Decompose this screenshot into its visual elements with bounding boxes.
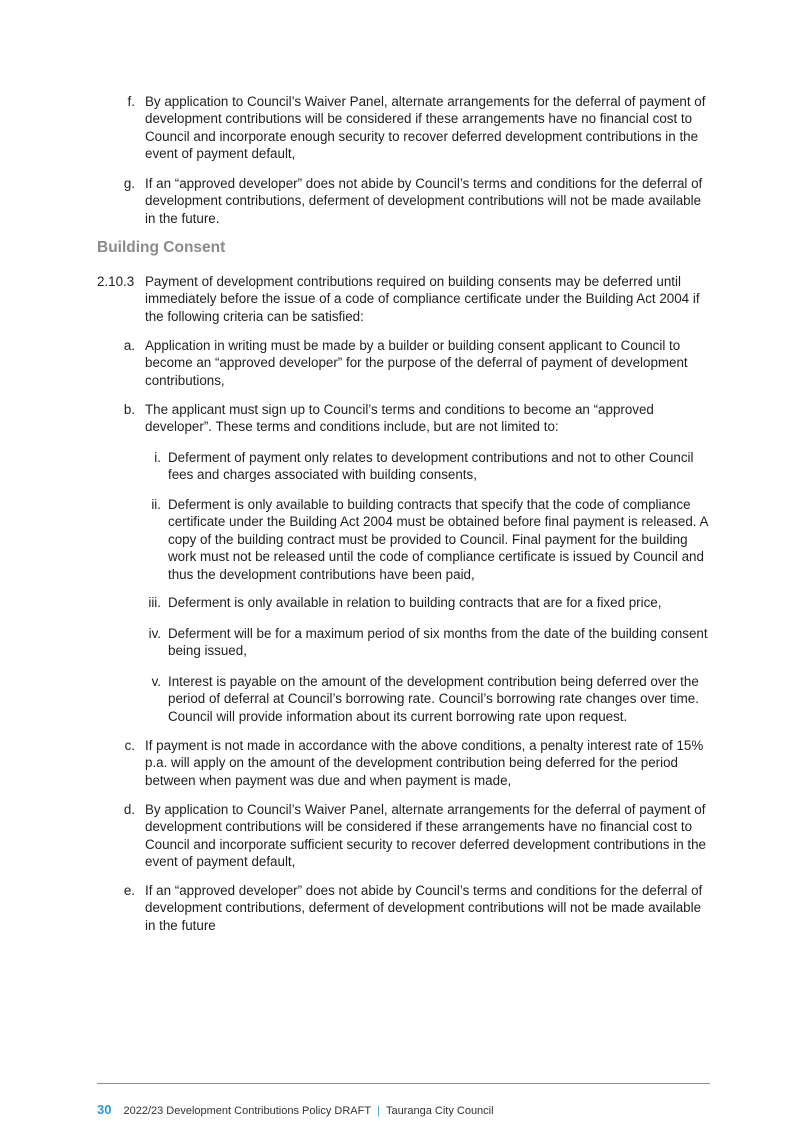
sub-text: Deferment of payment only relates to development contributions and not to other Council fees and charges associated with building consents, xyxy=(168,450,694,483)
footer-divider xyxy=(97,1083,710,1084)
sub-text: Deferment is only available to building contracts that specify that the code of compliance certificate under the Building Act 2004 must be obtained before final payment is released. A copy of the building contract must be provided to Council. Final payment for the building work must not be released until the code of compliance certificate is issued by Council and thus the development contributions have been paid, xyxy=(168,497,708,582)
footer-document-title: 2022/23 Development Contributions Policy DRAFT xyxy=(123,1105,372,1117)
list-marker: c. xyxy=(124,738,135,753)
list-text: The applicant must sign up to Council’s terms and conditions to become an “approved developer”. These terms and conditions include, but are not limited to: xyxy=(145,402,654,435)
list-marker: g. xyxy=(123,176,135,191)
sub-text: Interest is payable on the amount of the development contribution being deferred over the period of deferral at Council’s borrowing rate. Council’s borrowing rate changes over time. Council will provide information about its current borrowing rate upon request. xyxy=(168,674,699,724)
list-marker: e. xyxy=(123,883,135,898)
footer-organisation: Tauranga City Council xyxy=(385,1105,494,1117)
section-heading: Building Consent xyxy=(97,239,226,256)
sub-marker: v. xyxy=(151,674,161,689)
page-footer xyxy=(97,1103,494,1118)
sub-text: Deferment is only available in relation to building contracts that are for a fixed price, xyxy=(168,595,662,610)
list-text: Application in writing must be made by a builder or building consent applicant to Council to become an “approved developer” for the purpose of the deferral of payment of development contributions, xyxy=(145,338,688,388)
list-text: If an “approved developer” does not abide by Council’s terms and conditions for the deferral of development contributions, deferment of development contributions will not be made available in the future. xyxy=(145,176,703,226)
footer-separator: | xyxy=(377,1105,380,1117)
sub-marker: ii. xyxy=(151,497,161,512)
list-text: By application to Council’s Waiver Panel, alternate arrangements for the deferral of payment of development contributions will be considered if these arrangements have no financial cost to Council and incorporate sufficient security to recover deferred development contributions in the event of payment default, xyxy=(145,802,706,870)
sub-marker: iii. xyxy=(148,595,161,610)
list-marker: d. xyxy=(123,802,135,817)
list-text: By application to Council’s Waiver Panel, alternate arrangements for the deferral of payment of development contributions will be considered if these arrangements have no financial cost to Council and incorporate enough security to recover deferred development contributions in the event of payment default, xyxy=(145,94,706,162)
page-number: 30 xyxy=(97,1102,112,1117)
clause-text: Payment of development contributions required on building consents may be deferred until immediately before the issue of a code of compliance certificate under the Building Act 2004 if the following criteria can be satisfied: xyxy=(145,274,700,324)
clause-number: 2.10.3 xyxy=(97,274,135,289)
list-marker: a. xyxy=(123,338,135,353)
list-marker: b. xyxy=(123,402,135,417)
sub-marker: i. xyxy=(154,450,161,465)
list-text: If payment is not made in accordance with the above conditions, a penalty interest rate of 15% p.a. will apply on the amount of the development contribution being deferred for the period between when payment was due and when payment is made, xyxy=(145,738,704,788)
list-text: If an “approved developer” does not abide by Council’s terms and conditions for the deferral of development contributions, deferment of development contributions will not be made available in the future xyxy=(145,883,703,933)
sub-text: Deferment will be for a maximum period of six months from the date of the building consent being issued, xyxy=(168,626,708,659)
sub-marker: iv. xyxy=(148,626,161,641)
list-marker: f. xyxy=(127,94,135,109)
